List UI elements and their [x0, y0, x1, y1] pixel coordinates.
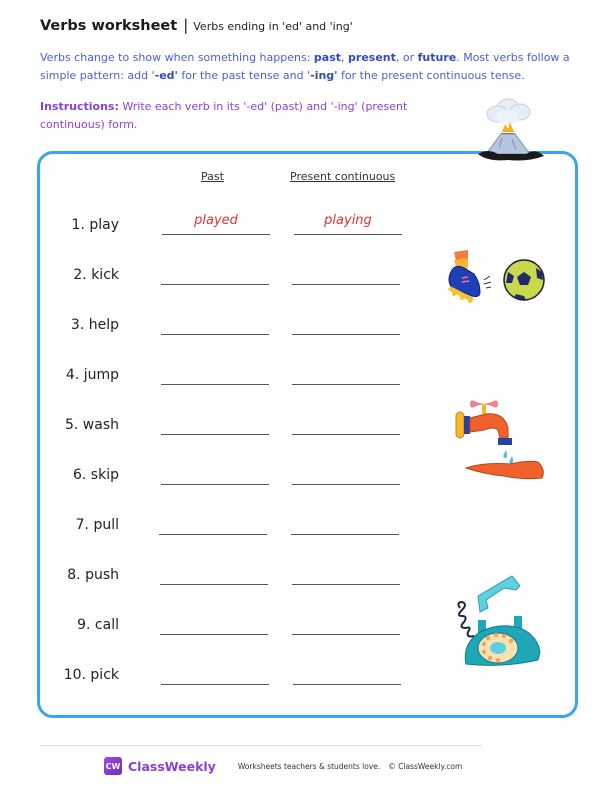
verb-label: 3. help	[70, 317, 119, 333]
footer-tagline: Worksheets teachers & students love.	[237, 761, 381, 771]
rotary-telephone-icon	[452, 572, 548, 670]
present-answer-field[interactable]	[292, 563, 400, 585]
past-answer-text: played	[194, 213, 238, 228]
past-answer-field[interactable]	[161, 463, 269, 485]
intro-text: for the past tense and '	[177, 69, 311, 82]
exercise-row	[0, 213, 612, 243]
intro-suffix-ing: -ing'	[310, 69, 338, 82]
present-answer-field[interactable]	[292, 413, 400, 435]
exercise-row	[0, 363, 612, 393]
past-answer-field[interactable]	[160, 613, 268, 635]
verb-label: 6. skip	[73, 467, 119, 483]
present-answer-field[interactable]	[292, 613, 400, 635]
exercise-row	[0, 313, 612, 343]
verb-label: 5. wash	[64, 417, 119, 433]
past-answer-field[interactable]	[161, 413, 269, 435]
verb-label: 4. jump	[65, 367, 119, 383]
page-title: Verbs worksheet	[40, 18, 178, 34]
present-answer-field[interactable]	[292, 263, 400, 285]
present-answer-field[interactable]	[293, 663, 401, 685]
page-subtitle: Verbs ending in 'ed' and 'ing'	[193, 20, 353, 33]
brand-name: ClassWeekly	[128, 758, 216, 774]
intro-keyword-future: future	[417, 51, 457, 64]
column-header-past: Past	[201, 170, 224, 183]
past-answer-field[interactable]	[161, 263, 269, 285]
footer-divider	[41, 745, 482, 746]
intro-text: Verbs change to show when something happens:	[40, 51, 314, 64]
verb-label: 1. play	[71, 217, 119, 233]
intro-paragraph	[40, 49, 580, 85]
past-answer-field[interactable]	[161, 363, 269, 385]
footer-copyright: © ClassWeekly.com	[388, 761, 463, 771]
footer	[104, 757, 462, 775]
classweekly-logo-icon: CW	[104, 757, 122, 775]
verb-label: 10. pick	[63, 667, 119, 683]
past-answer-field[interactable]	[161, 663, 269, 685]
intro-keyword-past: past	[313, 51, 342, 64]
past-answer-field[interactable]	[159, 513, 267, 535]
volcano-icon	[468, 92, 550, 164]
past-answer-field[interactable]	[161, 313, 269, 335]
present-answer-field[interactable]	[292, 463, 400, 485]
verb-label: 8. push	[67, 567, 119, 583]
exercise-row	[0, 513, 612, 543]
title-separator: |	[183, 16, 189, 34]
verb-label: 2. kick	[73, 267, 119, 283]
intro-text: , or	[395, 51, 418, 64]
column-header-present-continuous: Present continuous	[290, 170, 396, 183]
verb-label: 9. call	[77, 617, 119, 633]
instructions-label: Instructions:	[40, 100, 119, 113]
tap-water-hand-icon	[454, 396, 548, 486]
present-answer-text: playing	[324, 213, 372, 228]
intro-text: for the present continuous tense.	[337, 69, 525, 82]
past-answer-field[interactable]	[160, 563, 268, 585]
soccer-kick-icon	[444, 250, 550, 312]
verb-label: 7. pull	[75, 517, 119, 533]
intro-suffix-ed: -ed'	[154, 69, 178, 82]
intro-text: ,	[341, 51, 349, 64]
present-answer-field[interactable]	[292, 313, 400, 335]
worksheet-header	[40, 16, 353, 34]
instructions-text: Write each verb in its '-ed' (past) and '-ing' (present continuous) form.	[40, 100, 408, 131]
instructions	[40, 98, 460, 134]
intro-keyword-present: present	[348, 51, 396, 64]
intro-text: . Most verbs follow a simple pattern: add '	[40, 51, 570, 82]
present-answer-field[interactable]	[292, 363, 400, 385]
present-answer-field[interactable]	[291, 513, 399, 535]
